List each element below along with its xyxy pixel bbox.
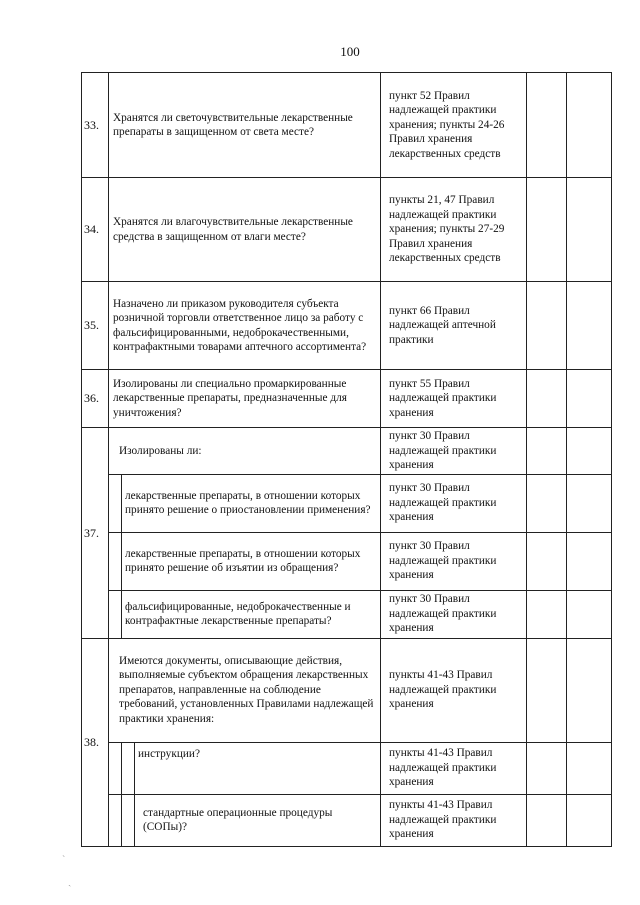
note-cell <box>567 532 612 590</box>
table-row <box>82 638 612 742</box>
note-cell <box>567 428 612 475</box>
reference-cell: пункт 55 Правил надлежащей практики хранения <box>381 370 527 428</box>
reference-cell: пункт 66 Правил надлежащей аптечной практики <box>381 282 527 370</box>
indent-cell <box>109 794 122 846</box>
page-number: 100 <box>340 44 360 59</box>
reference-cell: пункт 30 Правил надлежащей практики хранения <box>381 532 527 590</box>
table-subrow <box>82 794 612 846</box>
reference-cell: пункты 41-43 Правил надлежащей практики хранения <box>381 742 527 794</box>
answer-cell <box>527 73 567 178</box>
indent-cell <box>109 590 122 638</box>
table-subrow <box>82 742 612 794</box>
scan-mark: ˎ <box>68 876 72 887</box>
subquestion-cell: инструкции? <box>135 742 381 794</box>
table-row <box>82 428 612 475</box>
note-cell <box>567 474 612 532</box>
subquestion-cell: стандартные операционные процедуры (СОПы)? <box>135 794 381 846</box>
question-cell: Назначено ли приказом руководителя субъекта розничной торговли ответственное лицо за работу с фальсифицированными, недоброкачественными, контрафактными товарами аптечного ассортимента? <box>109 282 381 370</box>
row-number: 38. <box>82 638 109 846</box>
table-subrow <box>82 474 612 532</box>
subquestion-cell: фальсифицированные, недоброкачественные и контрафактные лекарственные препараты? <box>122 590 381 638</box>
table-subrow <box>82 590 612 638</box>
row-number: 33. <box>82 73 109 178</box>
note-cell <box>567 73 612 178</box>
question-cell: Имеются документы, описывающие действия, выполняемые субъектом обращения лекарственных препаратов, направленные на соблюдение требований, установленных Правилами надлежащей практики хранения: <box>109 638 381 742</box>
answer-cell <box>527 474 567 532</box>
note-cell <box>567 794 612 846</box>
answer-cell <box>527 638 567 742</box>
reference-cell: пункт 30 Правил надлежащей практики хранения <box>381 590 527 638</box>
table-row <box>82 178 612 282</box>
table-row <box>82 370 612 428</box>
answer-cell <box>527 590 567 638</box>
row-number: 37. <box>82 428 109 639</box>
answer-cell <box>527 370 567 428</box>
reference-cell: пункты 21, 47 Правил надлежащей практики хранения; пункты 27-29 Правил хранения лекарственных средств <box>381 178 527 282</box>
question-cell: Изолированы ли специально промаркированные лекарственные препараты, предназначенные для уничтожения? <box>109 370 381 428</box>
question-cell: Хранятся ли светочувствительные лекарственные препараты в защищенном от света месте? <box>109 73 381 178</box>
answer-cell <box>527 282 567 370</box>
row-number: 34. <box>82 178 109 282</box>
indent-cell <box>122 742 135 794</box>
reference-cell: пункты 41-43 Правил надлежащей практики хранения <box>381 794 527 846</box>
subquestion-cell: лекарственные препараты, в отношении которых принято решение о приостановлении применения? <box>122 474 381 532</box>
note-cell <box>567 742 612 794</box>
indent-cell <box>109 742 122 794</box>
row-number: 36. <box>82 370 109 428</box>
answer-cell <box>527 742 567 794</box>
question-cell: Хранятся ли влагочувствительные лекарственные средства в защищенном от влаги месте? <box>109 178 381 282</box>
table-subrow <box>82 532 612 590</box>
reference-cell: пункт 30 Правил надлежащей практики хранения <box>381 474 527 532</box>
reference-cell: пункты 41-43 Правил надлежащей практики хранения <box>381 638 527 742</box>
subquestion-cell: лекарственные препараты, в отношении которых принято решение об изъятии из обращения? <box>122 532 381 590</box>
note-cell <box>567 590 612 638</box>
answer-cell <box>527 794 567 846</box>
reference-cell: пункт 30 Правил надлежащей практики хранения <box>381 428 527 475</box>
checklist-table <box>81 72 612 847</box>
answer-cell <box>527 178 567 282</box>
question-cell: Изолированы ли: <box>109 428 381 475</box>
table-row <box>82 282 612 370</box>
indent-cell <box>109 532 122 590</box>
indent-cell <box>109 474 122 532</box>
note-cell <box>567 282 612 370</box>
scan-mark: ˋ <box>62 855 66 866</box>
indent-cell <box>122 794 135 846</box>
answer-cell <box>527 428 567 475</box>
note-cell <box>567 370 612 428</box>
row-number: 35. <box>82 282 109 370</box>
answer-cell <box>527 532 567 590</box>
reference-cell: пункт 52 Правил надлежащей практики хранения; пункты 24-26 Правил хранения лекарственных средств <box>381 73 527 178</box>
table-row <box>82 73 612 178</box>
note-cell <box>567 178 612 282</box>
note-cell <box>567 638 612 742</box>
